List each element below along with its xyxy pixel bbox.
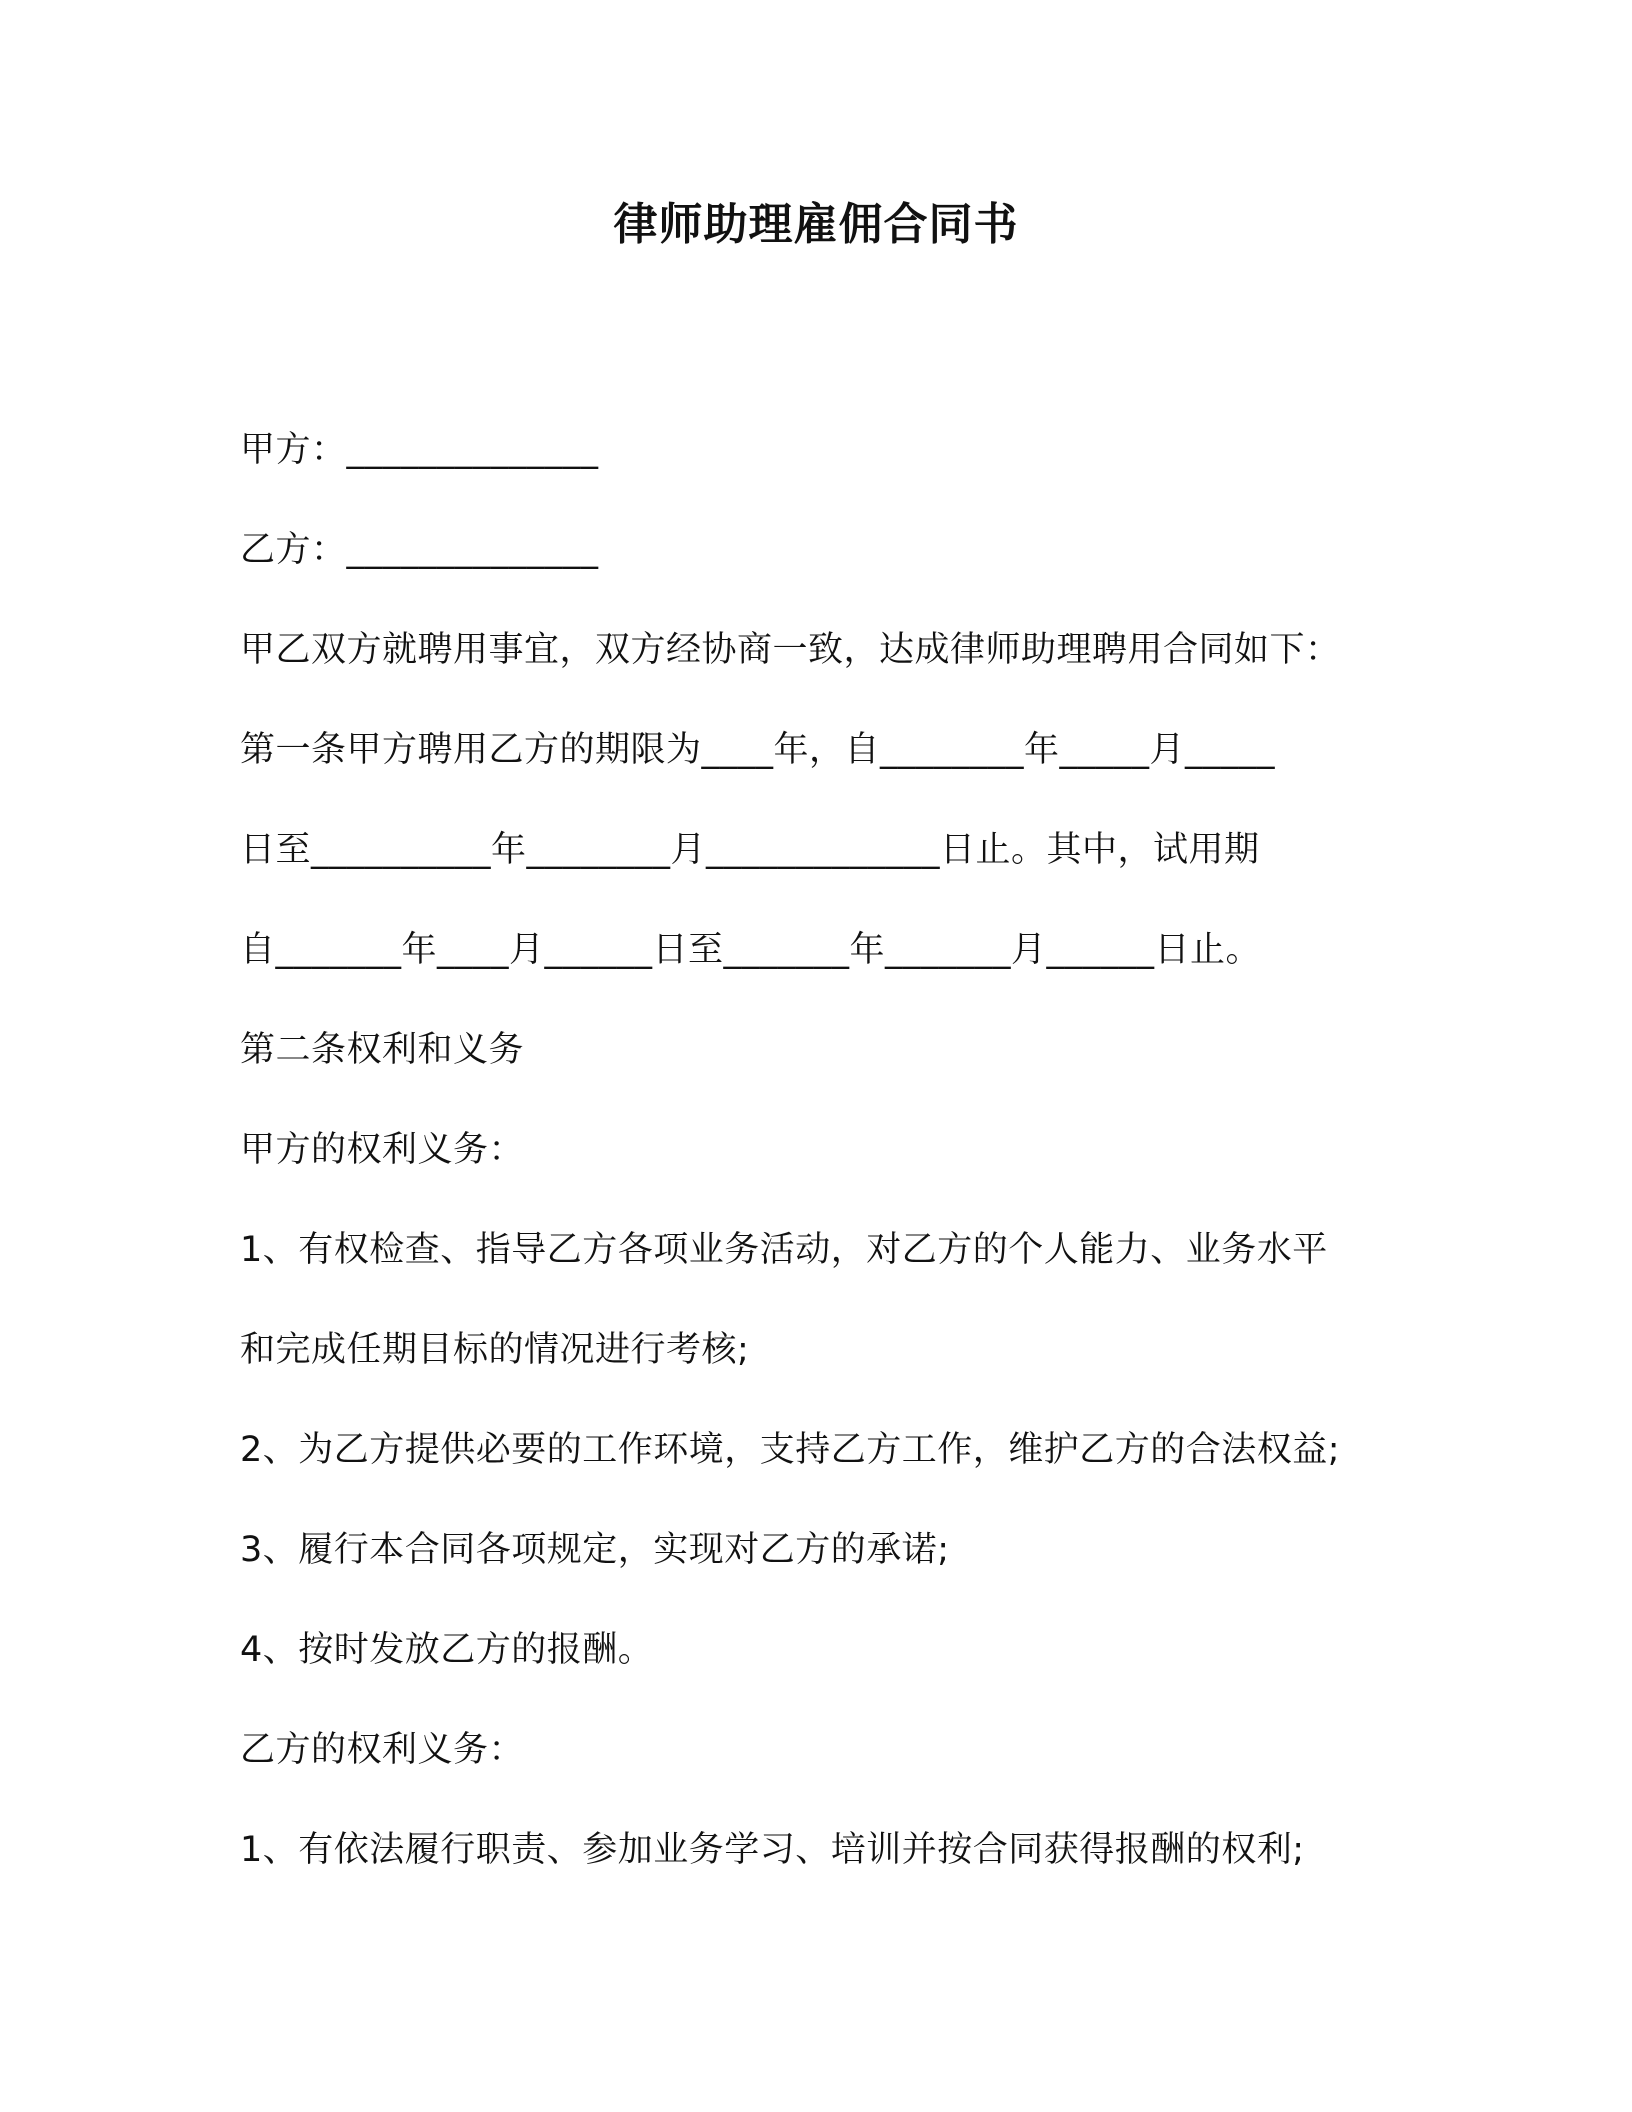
- party-b-duties-heading: 乙方的权利义务：: [240, 1730, 525, 1770]
- preamble-line: 甲乙双方就聘用事宜，双方经协商一致，达成律师助理聘用合同如下：: [240, 630, 1341, 670]
- document-title: 律师助理雇佣合同书: [613, 199, 1019, 250]
- party-a-line: 甲方：______________: [240, 430, 599, 470]
- party-b-duty-1: 1、有依法履行职责、参加业务学习、培训并按合同获得报酬的权利;: [240, 1830, 1305, 1870]
- party-a-duty-1-line-2: 和完成任期目标的情况进行考核;: [240, 1330, 750, 1370]
- article-1-line-1: 第一条甲方聘用乙方的期限为____年，自________年_____月_____: [240, 730, 1276, 770]
- party-a-duty-2: 2、为乙方提供必要的工作环境，支持乙方工作，维护乙方的合法权益;: [240, 1430, 1341, 1470]
- party-a-duty-4: 4、按时发放乙方的报酬。: [240, 1630, 654, 1670]
- party-a-duties-heading: 甲方的权利义务：: [240, 1130, 525, 1170]
- article-2-heading: 第二条权利和义务: [240, 1030, 525, 1070]
- party-a-duty-3: 3、履行本合同各项规定，实现对乙方的承诺;: [240, 1530, 950, 1570]
- party-b-line: 乙方：______________: [240, 530, 599, 570]
- article-1-line-3: 自_______年____月______日至_______年_______月______日止。: [240, 930, 1262, 970]
- article-1-line-2: 日至__________年________月_____________日止。其中，试用期: [240, 830, 1260, 870]
- party-a-duty-1-line-1: 1、有权检查、指导乙方各项业务活动，对乙方的个人能力、业务水平: [240, 1230, 1328, 1270]
